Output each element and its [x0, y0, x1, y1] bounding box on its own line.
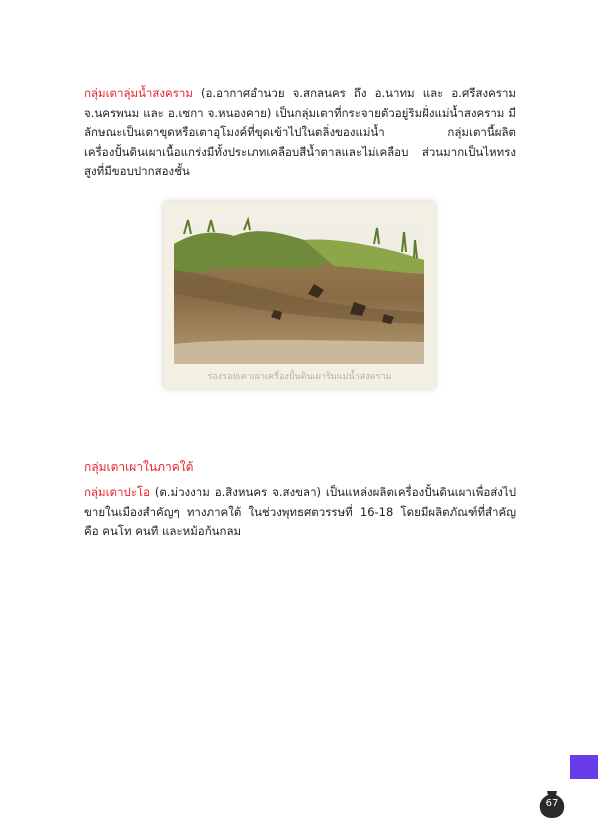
figure-caption: ร่องรอยเตาเผาเครื่องปั้นดินเผาริมแม่น้ำสงคราม — [207, 372, 392, 382]
paragraph-pa-o-body: (ต.ม่วงงาม อ.สิงหนคร จ.สงขลา) เป็นแหล่งผลิตเครื่องปั้นดินเผาเพื่อส่งไปขายในเมืองสำคัญๆ ทางภาคใต้ ในช่วงพุทธศตวรรษที่ 16-18 โดยมีผลิตภัณฑ์ที่สำคัญคือ คนโท คนที และหม้อก้นกลม — [84, 485, 516, 538]
page-number: 67 — [545, 798, 559, 809]
paragraph-song-khram — [84, 84, 516, 182]
figure-frame — [164, 202, 435, 388]
chapter-tab-marker — [570, 755, 598, 779]
riverbank-kiln-photo — [174, 214, 424, 364]
heading-song-khram-kilns: กลุ่มเตาลุ่มน้ำสงคราม — [84, 86, 193, 100]
paragraph-pa-o — [84, 483, 516, 542]
section-title-southern-kilns: กลุ่มเตาเผาในภาคใต้ — [84, 460, 194, 474]
heading-pa-o-kilns: กลุ่มเตาปะโอ — [84, 485, 151, 499]
paragraph-song-khram-body: (อ.อากาศอำนวย จ.สกลนคร ถึง อ.นาทม และ อ.ศรีสงคราม จ.นครพนม และ อ.เซกา จ.หนองคาย) เป็นกลุ่มเตาที่กระจายตัวอยู่ริมฝั่งแม่น้ำสงคราม มีลักษณะเป็นเตาขุดหรือเตาอุโมงค์ที่ขุดเข้าไปในตลิ่งของแม่น้ำ กลุ่มเตานี้ผลิตเครื่องปั้นดินเผาเนื้อแกร่งมีทั้งประเภทเคลือบสีน้ำตาลและไม่เคลือบ ส่วนมากเป็นไหทรงสูงที่มีขอบปากสองชั้น — [84, 86, 516, 178]
